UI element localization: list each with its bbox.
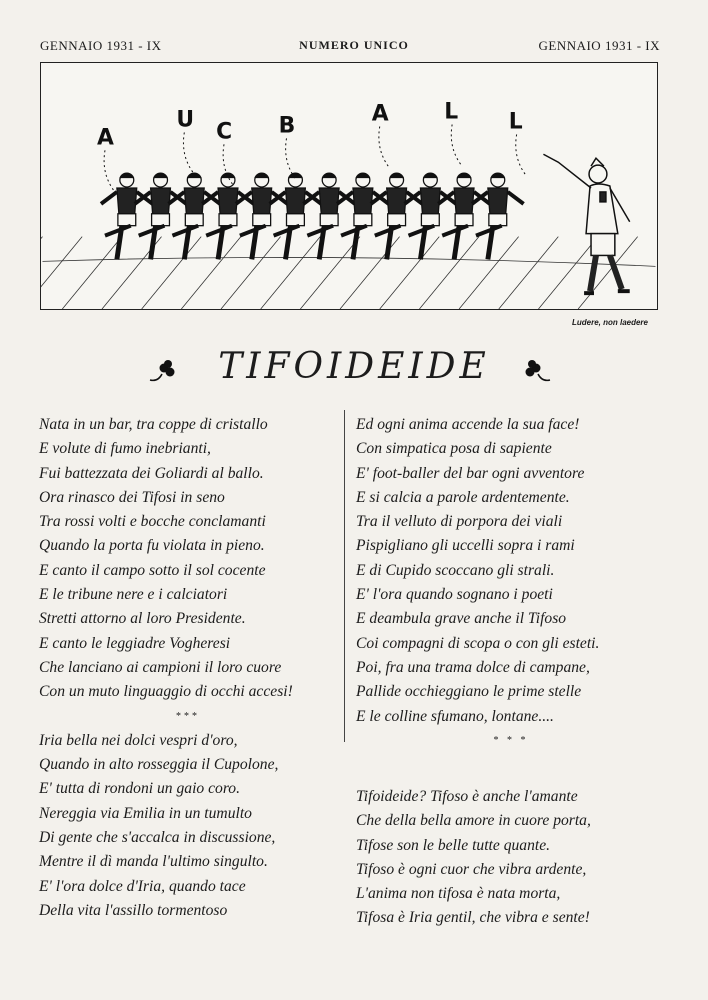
dancing-player bbox=[168, 173, 220, 259]
header-title: NUMERO UNICO bbox=[299, 38, 409, 52]
dancing-player bbox=[405, 173, 457, 259]
poem-line: Poi, fra una trama dolce di campane, bbox=[356, 658, 590, 676]
poem-line: E' l'ora dolce d'Iria, quando tace bbox=[39, 877, 246, 895]
poem-right-column-final-stanza bbox=[356, 785, 666, 931]
clover-ornament-icon bbox=[522, 358, 552, 384]
dancing-player bbox=[135, 173, 187, 259]
poem-line: E canto il campo sotto il sol cocente bbox=[39, 561, 266, 579]
cheer-letter: L bbox=[444, 99, 459, 125]
poem-line: Pallide occhieggiano le prime stelle bbox=[356, 683, 582, 701]
poem-line: E volute di fumo inebrianti, bbox=[39, 440, 211, 458]
poem-line: Fui battezzata dei Goliardi al ballo. bbox=[39, 464, 264, 482]
cheer-letter: C bbox=[216, 119, 233, 145]
dancing-player bbox=[438, 173, 490, 259]
poem-line: Di gente che s'accalca in discussione, bbox=[39, 829, 276, 847]
dancing-player bbox=[337, 173, 389, 259]
poem-line: Che della bella amore in cuore porta, bbox=[356, 812, 591, 830]
poem-line: E si calcia a parole ardentemente. bbox=[356, 488, 570, 506]
cheer-letter: L bbox=[508, 109, 523, 135]
poem-line: Mentre il dì manda l'ultimo singulto. bbox=[39, 853, 268, 871]
cheer-letter: A bbox=[371, 101, 389, 127]
poem-line: Tifoso è ogni cuor che vibra ardente, bbox=[356, 860, 587, 878]
poem-line: Tifose son le belle tutte quante. bbox=[356, 836, 551, 854]
poem-line: Nata in un bar, tra coppe di cristallo bbox=[39, 416, 268, 433]
dancing-player bbox=[270, 173, 322, 259]
poem-line: Della vita l'assillo tormentoso bbox=[39, 901, 228, 919]
poem-line: L'anima non tifosa è nata morta, bbox=[356, 885, 561, 903]
poem-line: Iria bella nei dolci vespri d'oro, bbox=[39, 731, 238, 749]
poem-title: TIFOIDEIDE bbox=[218, 346, 490, 387]
poem-line: E canto le leggiadre Vogheresi bbox=[39, 634, 231, 652]
poem-line: Ed ogni anima accende la sua face! bbox=[356, 416, 580, 433]
poem-line: Quando in alto rosseggia il Cupolone, bbox=[39, 756, 279, 774]
poem-line: E le colline sfumano, lontane.... bbox=[356, 707, 554, 725]
poem-line: Con un muto linguaggio di occhi accesi! bbox=[39, 683, 293, 701]
poem-left-column bbox=[39, 413, 337, 923]
illustration-drawing bbox=[41, 63, 657, 309]
poem-line: Pispigliano gli uccelli sopra i rami bbox=[356, 537, 575, 555]
poem-line: Nereggia via Emilia in un tumulto bbox=[39, 804, 252, 822]
coach-figure bbox=[543, 154, 629, 293]
poem-line: Ora rinasco dei Tifosi in seno bbox=[39, 488, 225, 506]
illustration-caption: Ludere, non laedere bbox=[571, 318, 648, 327]
poem-line: Quando la porta fu violata in pieno. bbox=[39, 537, 265, 555]
poem-line: E di Cupido scoccano gli strali. bbox=[356, 561, 555, 579]
stanza-separator: *** bbox=[176, 710, 200, 722]
poem-line: Tifoideide? Tifoso è anche l'amante bbox=[356, 788, 578, 805]
dancing-player bbox=[202, 173, 254, 259]
poem-right-column bbox=[356, 413, 666, 753]
poem-line: E' l'ora quando sognano i poeti bbox=[356, 586, 553, 604]
poem-line: E deambula grave anche il Tifoso bbox=[356, 610, 567, 628]
poem-line: Stretti attorno al loro Presidente. bbox=[39, 610, 246, 628]
header-date-right: GENNAIO 1931 - IX bbox=[538, 38, 660, 53]
column-divider bbox=[344, 410, 345, 742]
poem-line: E' foot-baller del bar ogni avventore bbox=[356, 464, 585, 482]
dancing-player bbox=[101, 173, 153, 259]
stanza-separator: * * * bbox=[493, 734, 529, 746]
dancing-player bbox=[472, 173, 524, 259]
poem-line: E le tribune nere e i calciatori bbox=[39, 586, 228, 604]
poem-line: Coi compagni di scopa o con gli esteti. bbox=[356, 634, 600, 652]
dancing-player bbox=[303, 173, 355, 259]
poem-line: Tifosa è Iria gentil, che vibra e sente! bbox=[356, 909, 590, 927]
illustration bbox=[40, 62, 658, 310]
dancing-player bbox=[371, 173, 423, 259]
poem-line: Tra rossi volti e bocche conclamanti bbox=[39, 513, 266, 531]
poem-line: Che lanciano ai campioni il loro cuore bbox=[39, 658, 282, 676]
cheer-letter: B bbox=[278, 113, 296, 139]
header-date-left: GENNAIO 1931 - IX bbox=[40, 38, 162, 53]
dancing-player bbox=[236, 173, 288, 259]
poem-line: E' tutta di rondoni un gaio coro. bbox=[39, 780, 240, 798]
cheer-letter: A bbox=[97, 125, 114, 151]
poem-line: Tra il velluto di porpora dei viali bbox=[356, 513, 563, 531]
poem-line: Con simpatica posa di sapiente bbox=[356, 440, 552, 458]
cheer-letter: U bbox=[176, 107, 195, 133]
